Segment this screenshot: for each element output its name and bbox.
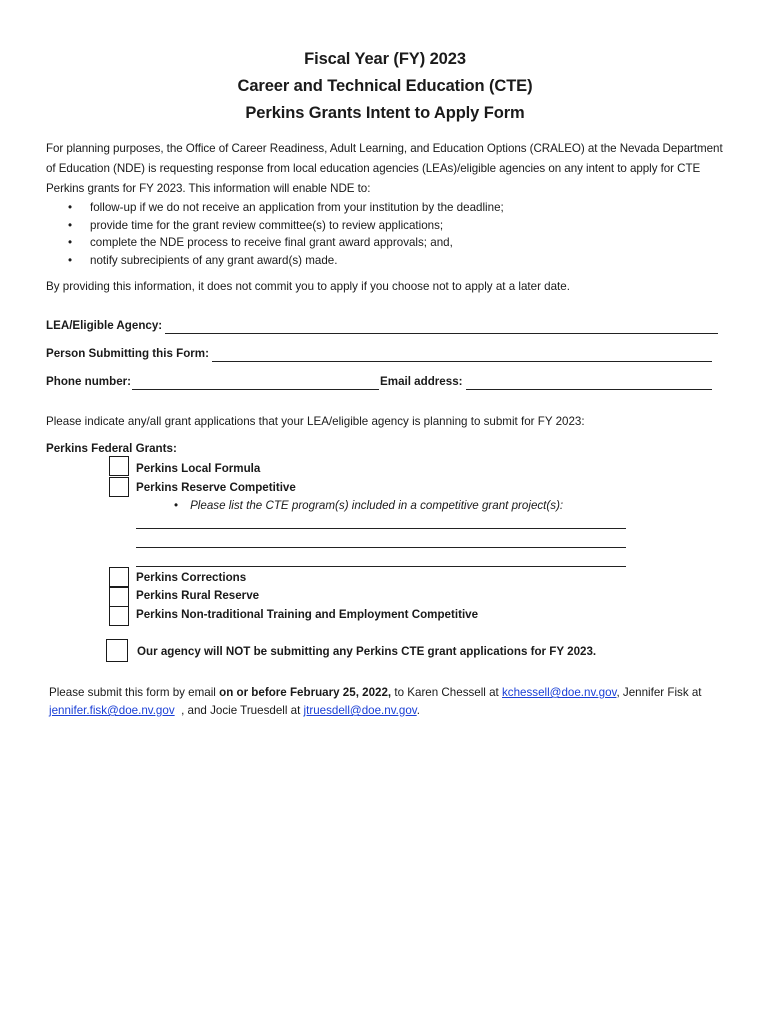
grant-instruction: Please indicate any/all grant applications that your LEA/eligible agency is planning to submit for FY 2023: [46,415,585,428]
bullet-text: notify subrecipients of any grant award(s) made. [90,253,338,267]
not-submitting-label: Our agency will NOT be submitting any Perkins CTE grant applications for FY 2023. [137,645,597,658]
footer-text-3: , Jennifer Fisk at [616,686,702,699]
phone-input-line[interactable] [132,376,379,390]
person-field-row [46,346,712,362]
submission-instructions [49,684,729,720]
corrections-label: Perkins Corrections [136,571,247,584]
bullet-text: provide time for the grant review committee(s) to review applications; [90,218,444,232]
program-entry-line-3[interactable] [136,566,626,567]
footer-text-5: . [416,704,420,717]
list-item [66,199,706,217]
footer-text-4: , and Jocie Truesdell at [174,704,304,717]
rural-reserve-checkbox[interactable] [109,587,129,607]
contact-field-row [46,374,712,390]
title-cte: Career and Technical Education (CTE) [237,77,533,95]
list-item [66,252,706,270]
footer-text-1: Please submit this form by email [49,686,220,699]
email-link-fisk[interactable]: jennifer.fisk@doe.nv.gov [49,704,175,717]
email-input-line[interactable] [466,376,712,390]
person-input-line[interactable] [212,348,712,362]
email-link-chessell[interactable]: kchessell@doe.nv.gov [502,686,617,699]
list-item [66,217,706,235]
agency-input-line[interactable] [165,320,718,334]
corrections-checkbox[interactable] [109,567,129,587]
phone-label: Phone number: [46,375,132,388]
list-item [66,234,706,252]
purpose-list [66,199,706,269]
person-label: Person Submitting this Form: [46,347,209,360]
form-title [0,46,770,127]
bullet-glyph: • [68,253,73,267]
intro-paragraph: For planning purposes, the Office of Career Readiness, Adult Learning, and Education Options (CRALEO) at the Nevada Department of Education (NDE) is requesting response from local education agencies (LEAs)/eligible agencies on any intent to apply for CTE Perkins grants for FY 2023. This information will enable NDE to: [46,142,723,195]
agency-label: LEA/Eligible Agency: [46,319,163,332]
bullet-glyph: • [68,201,73,214]
nontraditional-label: Perkins Non-traditional Training and Employment Competitive [136,608,479,621]
federal-grants-heading: Perkins Federal Grants: [46,442,177,455]
title-fiscal-year: Fiscal Year (FY) 2023 [304,50,466,68]
not-submitting-checkbox[interactable] [106,639,128,662]
bullet-glyph: • [174,499,179,512]
agency-field-row [46,318,718,334]
bullet-glyph: • [68,218,73,232]
program-entry-line-2[interactable] [136,547,626,548]
reserve-competitive-checkbox[interactable] [109,477,129,497]
footer-text-2: to Karen Chessell at [391,686,502,699]
title-perkins-form: Perkins Grants Intent to Apply Form [245,104,525,122]
email-label: Email address: [380,375,463,388]
rural-reserve-label: Perkins Rural Reserve [136,589,260,602]
bullet-glyph: • [68,236,73,249]
email-link-truesdell[interactable]: jtruesdell@doe.nv.gov [303,704,417,717]
list-programs-text: Please list the CTE program(s) included in a competitive grant project(s): [190,499,564,512]
program-entry-line-1[interactable] [136,528,626,529]
deadline-text: on or before February 25, 2022, [219,686,392,699]
list-programs-prompt [174,498,563,514]
commitment-note: By providing this information, it does not commit you to apply if you choose not to apply at a later date. [46,280,570,293]
local-formula-label: Perkins Local Formula [136,462,261,475]
bullet-text: follow-up if we do not receive an application from your institution by the deadline; [90,201,504,214]
nontraditional-checkbox[interactable] [109,606,129,626]
reserve-competitive-label: Perkins Reserve Competitive [136,481,296,494]
local-formula-checkbox[interactable] [109,456,129,476]
bullet-text: complete the NDE process to receive final grant award approvals; and, [90,236,453,249]
